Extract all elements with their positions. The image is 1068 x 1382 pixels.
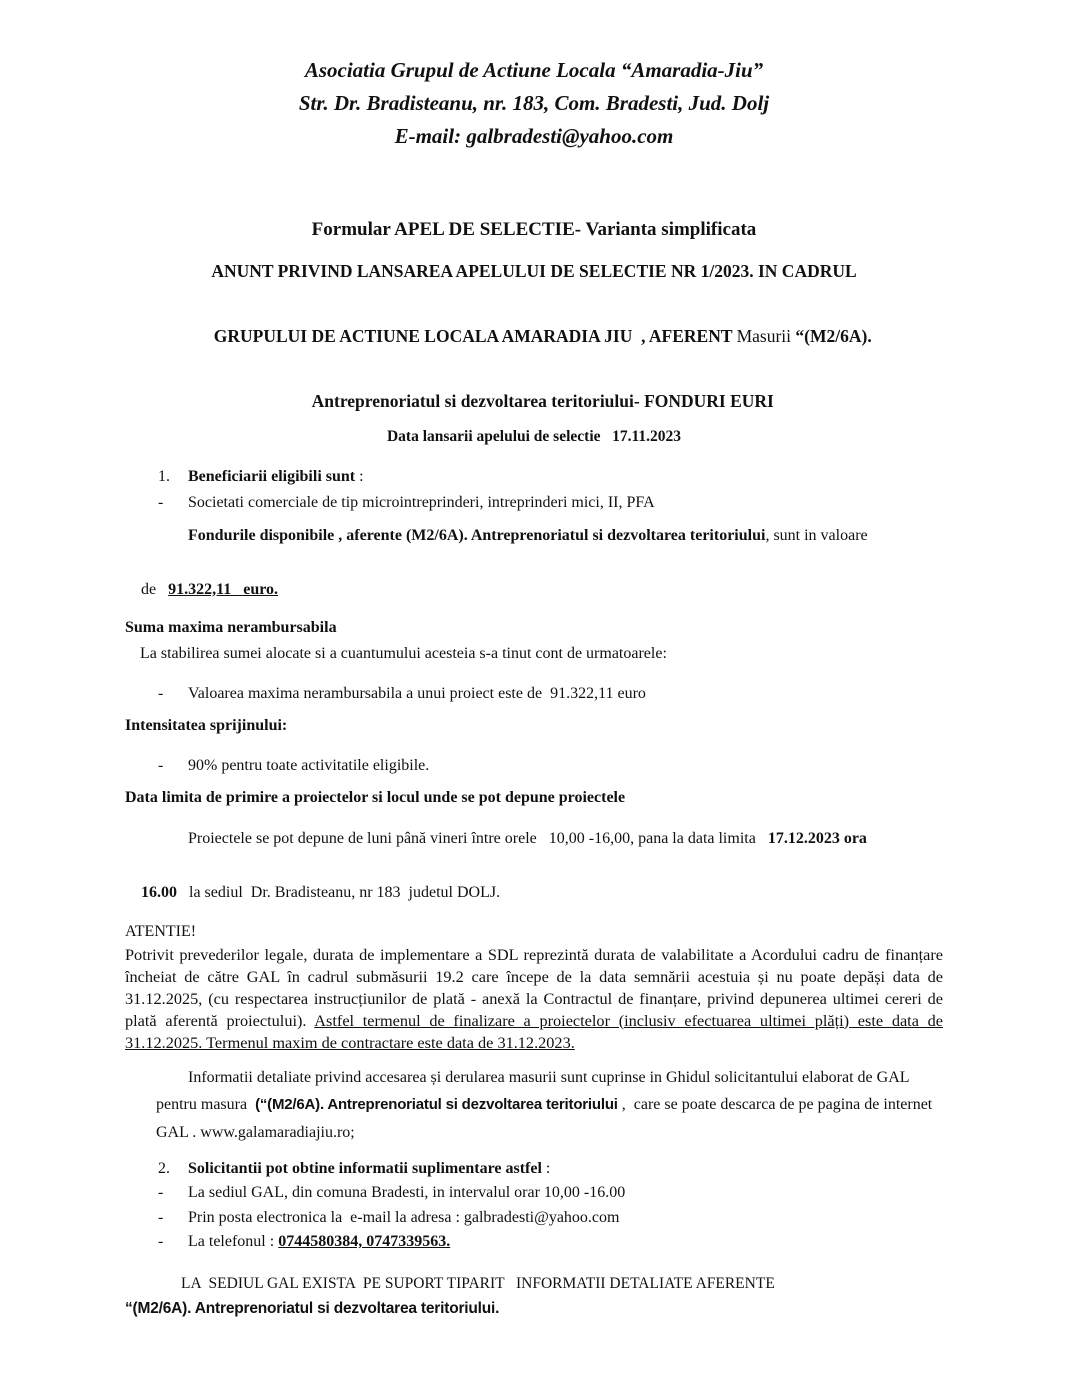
footer-printed-info: LA SEDIUL GAL EXISTA PE SUPORT TIPARIT INFORMATII DETALIATE AFERENTE: [181, 1274, 775, 1292]
beneficiaries-heading: Beneficiarii eligibili sunt :: [188, 467, 364, 485]
funds-bold: Fondurile disponibile , aferente (M2/6A). Antreprenoriatul si dezvoltarea teritoriului: [188, 526, 766, 544]
attention-underlined-terms: Astfel termenul de finalizare a proiectelor (inclusiv efectuarea ultimei plăți) este data de 31.12.2025. Termenul maxim de contractare este data de 31.12.2023.: [125, 1010, 943, 1052]
dash-bullet: -: [158, 1233, 164, 1250]
contact-item-email: Prin posta electronica la e-mail la adresa : galbradesti@yahoo.com: [188, 1208, 620, 1226]
announcement-title: [125, 255, 943, 418]
info-paragraph: Informatii detaliate privind accesarea și derularea masurii sunt cuprinse in Ghidul solicitantului elaborat de GAL pentru masura (“(M2/6A). Antreprenoriatul si dezvoltarea teritoriului , care se poate descarca de pe pagina de internet GAL . www.galamaradiajiu.ro;: [156, 1068, 937, 1141]
list-number: 2.: [158, 1160, 170, 1177]
phone-numbers: 0744580384, 0747339563.: [278, 1233, 451, 1250]
announcement-line3: Antreprenoriatul si dezvoltarea teritoriului- FONDURI EURI: [311, 391, 774, 411]
info-measure-name: (“(M2/6A). Antreprenoriatul si dezvoltarea teritoriului: [255, 1096, 618, 1113]
attention-label: ATENTIE!: [125, 922, 197, 940]
contact-heading-row: [125, 1156, 943, 1181]
deadline-paragraph: Proiectele se pot depune de luni până vineri între orele 10,00 -16,00, pana la data limita 17.12.2023 ora 16.00 la sediul Dr. Bradisteanu, nr 183 judetul DOLJ.: [141, 829, 867, 901]
contact-item-row: [125, 1230, 943, 1255]
announcement-line1: ANUNT PRIVIND LANSAREA APELULUI DE SELECTIE NR 1/2023. IN CADRUL: [211, 261, 857, 281]
contact-heading: Solicitantii pot obtine informatii suplimentare astfel :: [188, 1160, 551, 1177]
funds-paragraph: Fondurile disponibile , aferente (M2/6A). Antreprenoriatul si dezvoltarea teritoriului, sunt in valoare de 91.322,11 euro.: [141, 526, 868, 598]
max-amount-heading: Suma maxima nerambursabila: [125, 618, 337, 636]
max-amount-intro: La stabilirea sumei alocate si a cuantumului acesteia s-a tinut cont de urmatoarele:: [140, 644, 667, 662]
intensity-bullet-row: [125, 753, 943, 779]
funds-amount: 91.322,11 euro.: [168, 580, 279, 598]
dash-bullet: -: [158, 1208, 164, 1226]
form-title: Formular APEL DE SELECTIE- Varianta simplificata: [311, 219, 757, 240]
dash-bullet: -: [158, 493, 164, 511]
announcement-line2-bold: GRUPULUI DE ACTIUNE LOCALA AMARADIA JIU , AFERENT: [213, 326, 737, 346]
beneficiaries-item-row: [125, 490, 943, 516]
attention-paragraph: Potrivit prevederilor legale, durata de implementare a SDL reprezintă durata de valabilitate a Acordului cadru de finanțare încheiat de către GAL în cadrul submăsurii 19.2 care începe de la data semnării acestuia și nu poate depăși data de 31.12.2025, (cu respectarea instrucțiunilor de plată - anexă la Contractul de finanțare, privind depunerea ultimei cereri de plată aferentă proiectului). Astfel termenul de finalizare a proiectelor (inclusiv efectuarea ultimei plăți) este data de 31.12.2025. Termenul maxim de contractare este data de 31.12.2023.: [125, 944, 943, 1052]
contact-item-row: [125, 1206, 943, 1231]
org-email: E-mail: galbradesti@yahoo.com: [394, 124, 674, 148]
contact-item-office: La sediul GAL, din comuna Bradesti, in intervalul orar 10,00 -16.00: [188, 1184, 626, 1201]
contact-item-phone: La telefonul : 0744580384, 0747339563.: [188, 1233, 451, 1250]
dash-bullet: -: [158, 756, 164, 774]
max-amount-bullet-row: [125, 681, 943, 707]
deadline-heading: Data limita de primire a proiectelor si locul unde se pot depune proiectele: [125, 788, 626, 806]
dash-bullet: -: [158, 684, 164, 702]
announcement-measure-code: “(M2/6A).: [795, 326, 872, 346]
contact-item-row: [125, 1181, 943, 1206]
beneficiaries-heading-row: [125, 464, 943, 490]
launch-date-line: Data lansarii apelului de selectie 17.11.2023: [386, 427, 682, 445]
dash-bullet: -: [158, 1184, 164, 1201]
max-amount-bullet: Valoarea maxima nerambursabila a unui proiect este de 91.322,11 euro: [188, 684, 646, 702]
deadline-date: 17.12.2023 ora: [767, 829, 867, 847]
announcement-masurii: Masurii: [736, 326, 796, 346]
footer-measure-name: “(M2/6A). Antreprenoriatul si dezvoltarea teritoriului.: [125, 1299, 500, 1317]
org-address: Str. Dr. Bradisteanu, nr. 183, Com. Bradesti, Jud. Dolj: [298, 91, 770, 115]
list-number: 1.: [158, 467, 170, 485]
intensity-heading: Intensitatea sprijinului:: [125, 716, 288, 734]
deadline-hour: 16.00: [141, 883, 177, 901]
intensity-bullet: 90% pentru toate activitatile eligibile.: [188, 756, 430, 774]
letterhead: [125, 54, 943, 153]
beneficiaries-item: Societati comerciale de tip microintreprinderi, intreprinderi mici, II, PFA: [188, 493, 655, 511]
org-name: Asociatia Grupul de Actiune Locala “Amaradia-Jiu”: [304, 58, 764, 82]
